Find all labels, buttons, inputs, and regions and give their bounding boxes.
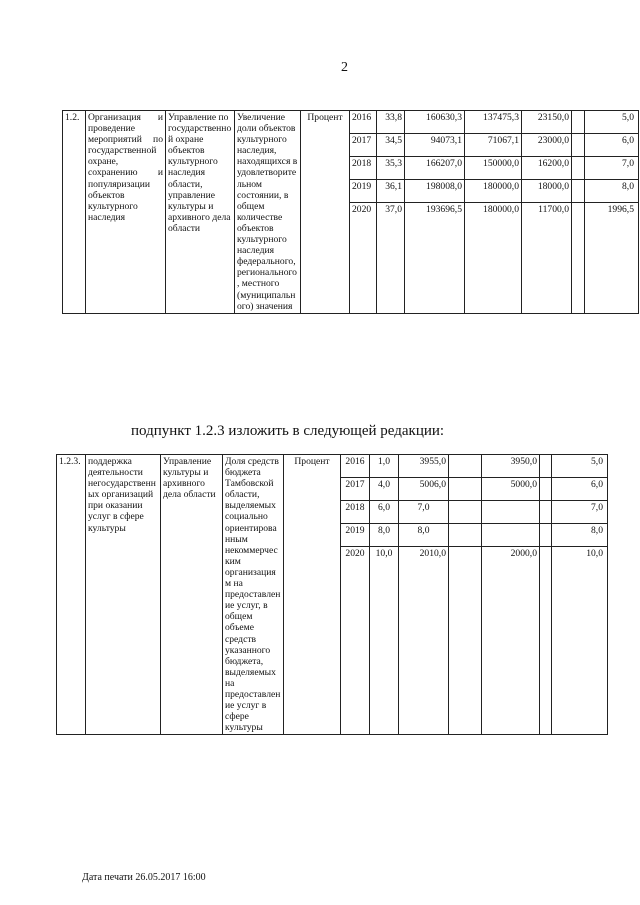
other-amount: 10,0 (552, 547, 608, 570)
total-amount: 198008,0 (405, 180, 465, 203)
indicator-value: 36,1 (377, 180, 405, 203)
year: 2016 (341, 455, 370, 478)
federal-amount: 137475,3 (465, 111, 522, 134)
total-amount: 94073,1 (405, 134, 465, 157)
total-amount: 3955,0 (399, 455, 449, 478)
table-1 (62, 110, 639, 314)
regional-amount (482, 501, 540, 524)
local-amount (540, 501, 552, 524)
year: 2017 (341, 478, 370, 501)
other-amount: 6,0 (552, 478, 608, 501)
indicator-value: 35,3 (377, 157, 405, 180)
other-amount: 1996,5 (585, 203, 639, 226)
indicator-value: 33,8 (377, 111, 405, 134)
regional-amount (482, 524, 540, 547)
total-amount: 160630,3 (405, 111, 465, 134)
total-amount: 8,0 (399, 524, 449, 547)
page-number: 2 (341, 60, 348, 75)
total-amount: 7,0 (399, 501, 449, 524)
year: 2018 (341, 501, 370, 524)
other-amount: 7,0 (585, 157, 639, 180)
other-amount: 7,0 (552, 501, 608, 524)
indicator: Увеличение доли объектов культурного наследия, находящихся в удовлетворительном состоянии, в общем количестве объектов культурного наследия федерального, регионального, местного (муниципального) значения (235, 111, 301, 314)
print-date: Дата печати 26.05.2017 16:00 (82, 872, 206, 883)
federal-amount: 150000,0 (465, 157, 522, 180)
other-amount: 8,0 (552, 524, 608, 547)
year: 2018 (350, 157, 377, 180)
indicator-value: 6,0 (370, 501, 399, 524)
local-amount (540, 547, 552, 570)
table-2 (56, 454, 608, 735)
local-amount (572, 111, 585, 134)
item-number: 1.2. (63, 111, 86, 314)
table-row (63, 111, 639, 134)
executor: Управление культуры и архивного дела области (161, 455, 223, 735)
federal-amount: 180000,0 (465, 180, 522, 203)
other-amount: 5,0 (552, 455, 608, 478)
total-amount: 5006,0 (399, 478, 449, 501)
local-amount (572, 157, 585, 180)
other-amount: 8,0 (585, 180, 639, 203)
total-amount: 193696,5 (405, 203, 465, 226)
regional-amount: 16200,0 (522, 157, 572, 180)
year: 2019 (350, 180, 377, 203)
regional-amount: 23150,0 (522, 111, 572, 134)
federal-amount: 180000,0 (465, 203, 522, 226)
total-amount: 166207,0 (405, 157, 465, 180)
indicator-value: 1,0 (370, 455, 399, 478)
event-name: Организация и проведение мероприятий по государственной охране, сохранению и популяризации объектов культурного наследия (86, 111, 166, 314)
unit: Процент (301, 111, 350, 314)
local-amount (572, 134, 585, 157)
regional-amount: 3950,0 (482, 455, 540, 478)
other-amount: 6,0 (585, 134, 639, 157)
local-amount (540, 478, 552, 501)
item-number: 1.2.3. (57, 455, 86, 735)
indicator: Доля средств бюджета Тамбовской области, выделяемых социально ориентированным некоммерческим организациям на предоставление услуг, в общем объеме средств указанного бюджета, выделяемых на предоставление услуг в сфере культуры (223, 455, 284, 735)
other-amount: 5,0 (585, 111, 639, 134)
federal-amount (449, 524, 482, 547)
federal-amount (449, 547, 482, 570)
regional-amount: 5000,0 (482, 478, 540, 501)
regional-amount: 2000,0 (482, 547, 540, 570)
federal-amount (449, 455, 482, 478)
table-row (57, 455, 608, 478)
event-name: поддержка деятельности негосударственных организаций при оказании услуг в сфере культуры (86, 455, 161, 735)
total-amount: 2010,0 (399, 547, 449, 570)
local-amount (572, 203, 585, 226)
section-heading: подпункт 1.2.3 изложить в следующей редакции: (131, 423, 445, 439)
indicator-value: 4,0 (370, 478, 399, 501)
indicator-value: 10,0 (370, 547, 399, 570)
year: 2020 (350, 203, 377, 226)
executor: Управление по государственной охране объектов культурного наследия области, управление культуры и архивного дела области (166, 111, 235, 314)
federal-amount: 71067,1 (465, 134, 522, 157)
year: 2019 (341, 524, 370, 547)
regional-amount: 23000,0 (522, 134, 572, 157)
local-amount (540, 524, 552, 547)
federal-amount (449, 478, 482, 501)
regional-amount: 11700,0 (522, 203, 572, 226)
local-amount (572, 180, 585, 203)
unit: Процент (284, 455, 341, 735)
indicator-value: 37,0 (377, 203, 405, 226)
local-amount (540, 455, 552, 478)
indicator-value: 34,5 (377, 134, 405, 157)
year: 2016 (350, 111, 377, 134)
regional-amount: 18000,0 (522, 180, 572, 203)
year: 2020 (341, 547, 370, 570)
federal-amount (449, 501, 482, 524)
indicator-value: 8,0 (370, 524, 399, 547)
year: 2017 (350, 134, 377, 157)
